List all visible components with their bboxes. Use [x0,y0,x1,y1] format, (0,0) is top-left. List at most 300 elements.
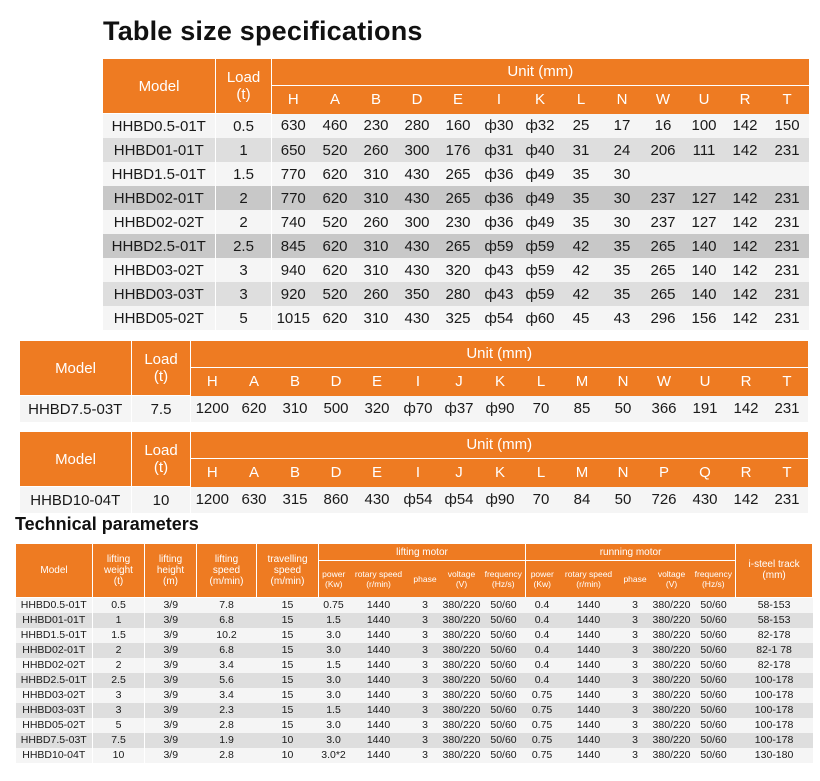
header-unit: Unit (mm) [272,59,809,86]
value-cell: 1.5 [216,162,272,186]
value-cell: 3.0 [319,688,349,703]
dimension-header: U [684,85,725,114]
value-cell: 650 [272,138,315,162]
value-cell: 142 [725,210,766,234]
table-row [16,673,813,688]
dimension-header: A [234,367,275,396]
dimension-header: W [643,85,684,114]
value-cell: 1440 [349,748,409,763]
value-cell: 430 [397,306,438,330]
dimension-header: E [357,367,398,396]
value-cell: 15 [257,597,319,613]
value-cell: 35 [561,162,602,186]
value-cell: 1200 [191,487,234,514]
value-cell: 380/220 [442,629,481,641]
value-cell: 206 [643,138,684,162]
model-cell: HHBD02-01T [16,643,93,658]
dimension-header: D [397,85,438,114]
table-row [103,162,809,186]
dimension-header: R [726,458,767,487]
value-cell: 50/60 [482,597,526,613]
value-cell: 6.8 [197,613,257,628]
value-cell: 1440 [559,673,619,688]
value-cell: 1440 [349,688,409,703]
value-cell: ф36 [479,186,520,210]
model-cell: HHBD02-01T [103,186,216,210]
value-cell: 1.5 [319,658,349,673]
header-lift-rotary: rotary speed (r/min) [349,561,409,598]
size-spec-table-2 [19,340,808,422]
dimension-header: B [356,85,397,114]
value-cell: 3 [409,643,442,658]
header-run-phase: phase [619,561,652,598]
value-cell: 50/60 [692,597,736,613]
model-cell: HHBD05-02T [16,718,93,733]
value-cell: ф49 [520,210,561,234]
table-row [103,282,809,306]
value-cell: 3 [93,688,145,703]
value-cell: 1440 [559,688,619,703]
value-cell: 3.0 [319,628,349,643]
value-cell: 237 [643,210,684,234]
value-cell: ф59 [520,234,561,258]
value-cell: 3 [409,597,442,613]
header-lift-frequency: frequency (Hz/s) [482,561,526,598]
value-cell: 3 [619,673,652,688]
header-lifting-height: lifting height (m) [145,544,197,598]
value-cell: 2 [216,210,272,234]
dimension-header: M [562,367,603,396]
value-cell: 1440 [349,718,409,733]
value-cell [725,162,766,186]
value-cell: 100-178 [736,703,813,718]
value-cell: 300 [397,138,438,162]
dimension-header: I [479,85,520,114]
header-run-power: power (Kw) [526,561,559,598]
header-lift-voltage: voltage (V) [442,561,482,598]
dimension-header: K [480,458,521,487]
value-cell: 10 [257,748,319,763]
value-cell: 0.75 [526,733,559,748]
model-cell: HHBD02-02T [103,210,216,234]
table-row [103,138,809,162]
model-cell: HHBD01-01T [16,613,93,628]
value-cell: 296 [643,306,684,330]
table-row [103,234,809,258]
value-cell: 1 [216,138,272,162]
header-unit: Unit (mm) [191,341,808,368]
value-cell: 30 [602,162,643,186]
value-cell: 50/60 [482,658,526,673]
size-spec-table-1 [102,58,809,330]
model-cell: HHBD10-04T [16,748,93,763]
value-cell: 50/60 [692,703,736,718]
table-row [16,597,813,613]
value-cell: 3/9 [145,718,197,733]
value-cell: 260 [356,138,397,162]
value-cell: ф60 [520,306,561,330]
value-cell: 5 [216,306,272,330]
value-cell: 0.5 [216,114,272,139]
value-cell: 142 [725,306,766,330]
value-cell: 380/220 [442,704,481,716]
value-cell: 127 [684,186,725,210]
value-cell: 237 [643,186,684,210]
value-cell: 10 [132,487,191,514]
header-run-voltage: voltage (V) [652,561,692,598]
dimension-header: R [726,367,767,396]
value-cell: 2 [93,658,145,673]
value-cell: 10 [93,748,145,763]
dimension-header: J [439,458,480,487]
value-cell: 130-180 [736,748,813,763]
value-cell: 310 [356,162,397,186]
value-cell: 1440 [559,703,619,718]
value-cell: 3 [619,658,652,673]
value-cell: 50/60 [692,733,736,748]
dimension-header: I [398,367,439,396]
value-cell: 15 [257,658,319,673]
value-cell: 500 [316,396,357,423]
value-cell: 1.5 [319,703,349,718]
dimension-header: N [602,85,643,114]
value-cell: 230 [438,210,479,234]
table-row [16,748,813,763]
value-cell: 3.0*2 [319,748,349,763]
value-cell: 7.5 [93,733,145,748]
value-cell: 50/60 [482,673,526,688]
value-cell: 380/220 [652,749,691,761]
value-cell: ф54 [439,487,480,514]
value-cell: 380/220 [442,734,481,746]
value-cell: 82-178 [736,658,813,673]
value-cell: 300 [397,210,438,234]
value-cell: 310 [275,396,316,423]
table-row [16,613,813,628]
value-cell: 7.8 [197,597,257,613]
value-cell: 265 [438,162,479,186]
dimension-header: U [685,367,726,396]
table-row [103,210,809,234]
value-cell: ф54 [398,487,439,514]
value-cell: 1440 [349,613,409,628]
value-cell: 3 [409,658,442,673]
value-cell: 630 [272,114,315,139]
value-cell: 231 [767,396,808,423]
value-cell: 35 [602,234,643,258]
value-cell: ф54 [479,306,520,330]
table-row [103,258,809,282]
value-cell: 160 [438,114,479,139]
value-cell: 1440 [559,748,619,763]
value-cell: 430 [685,487,726,514]
value-cell: 3 [619,688,652,703]
value-cell: 84 [562,487,603,514]
value-cell: ф90 [480,487,521,514]
table-row [16,643,813,658]
model-cell: HHBD02-02T [16,658,93,673]
value-cell: ф90 [480,396,521,423]
value-cell: 2.5 [216,234,272,258]
value-cell: 3.0 [319,718,349,733]
value-cell: 265 [438,234,479,258]
header-load: Load (t) [132,341,191,396]
value-cell: 0.4 [526,658,559,673]
value-cell: 1440 [559,733,619,748]
value-cell: 6.8 [197,643,257,658]
value-cell: 0.4 [526,673,559,688]
dimension-header: T [767,458,808,487]
value-cell: 770 [272,186,315,210]
table-row [20,487,808,514]
value-cell: 620 [234,396,275,423]
value-cell: 24 [602,138,643,162]
value-cell: 1 [93,613,145,628]
value-cell: 3/9 [145,733,197,748]
value-cell: 142 [725,138,766,162]
value-cell: 620 [315,186,356,210]
dimension-header: P [644,458,685,487]
value-cell: ф43 [479,258,520,282]
value-cell: 265 [643,258,684,282]
value-cell: 10.2 [197,628,257,643]
value-cell: 3/9 [145,597,197,613]
value-cell: 142 [725,186,766,210]
dimension-header: M [562,458,603,487]
value-cell: 1440 [349,673,409,688]
value-cell: 5.6 [197,673,257,688]
value-cell: 3 [409,628,442,643]
value-cell: 0.4 [526,643,559,658]
value-cell: 10 [257,733,319,748]
value-cell: 380/220 [652,734,691,746]
value-cell: ф49 [520,186,561,210]
value-cell: 50/60 [692,658,736,673]
model-cell: HHBD2.5-01T [103,234,216,258]
value-cell: 3 [93,703,145,718]
value-cell: 1440 [559,597,619,613]
dimension-header: D [316,367,357,396]
value-cell: 940 [272,258,315,282]
model-cell: HHBD7.5-03T [20,396,132,423]
dimension-header: T [766,85,809,114]
value-cell: 100-178 [736,688,813,703]
value-cell: 1200 [191,396,234,423]
value-cell: 430 [397,234,438,258]
model-cell: HHBD0.5-01T [16,597,93,613]
value-cell: 1.5 [93,628,145,643]
value-cell: 35 [561,186,602,210]
value-cell: 3 [409,703,442,718]
value-cell: 100-178 [736,733,813,748]
table-row [103,306,809,330]
value-cell: 156 [684,306,725,330]
value-cell: 142 [725,234,766,258]
dimension-header: D [316,458,357,487]
dimension-header: H [272,85,315,114]
value-cell: 3 [216,282,272,306]
value-cell: 380/220 [652,704,691,716]
value-cell: 16 [643,114,684,139]
value-cell: 82-1 78 [736,643,813,658]
value-cell: 3 [409,748,442,763]
header-i-steel-track: i-steel track (mm) [736,544,813,598]
value-cell: 50 [603,487,644,514]
header-load: Load (t) [216,59,272,114]
value-cell: 231 [766,282,809,306]
value-cell: 620 [315,258,356,282]
value-cell: 50/60 [482,703,526,718]
value-cell: 42 [561,282,602,306]
value-cell: 30 [602,186,643,210]
value-cell: 380/220 [652,598,691,611]
value-cell: 42 [561,234,602,258]
header-load: Load (t) [132,432,191,487]
header-travelling-speed: travelling speed (m/min) [257,544,319,598]
dimension-header: K [480,367,521,396]
value-cell: 2 [93,643,145,658]
value-cell: 15 [257,718,319,733]
value-cell: ф30 [479,114,520,139]
value-cell: 231 [766,234,809,258]
value-cell: 35 [561,210,602,234]
technical-parameters-table [15,543,813,763]
value-cell: 142 [726,487,767,514]
dimension-header: H [191,458,234,487]
value-cell: 50/60 [482,613,526,628]
value-cell: 0.4 [526,613,559,628]
header-model: Model [16,544,93,598]
value-cell: 845 [272,234,315,258]
header-lifting-weight: lifting weight (t) [93,544,145,598]
value-cell: 740 [272,210,315,234]
value-cell: 860 [316,487,357,514]
value-cell: 620 [315,162,356,186]
value-cell: 1015 [272,306,315,330]
dimension-header: T [767,367,808,396]
dimension-header: A [315,85,356,114]
dimension-header: Q [685,458,726,487]
value-cell: 1440 [559,718,619,733]
value-cell: 1440 [349,658,409,673]
value-cell: ф59 [520,282,561,306]
value-cell: 17 [602,114,643,139]
table-row [16,718,813,733]
value-cell: 50/60 [482,748,526,763]
value-cell: 366 [644,396,685,423]
value-cell: 380/220 [442,614,481,626]
value-cell: 320 [438,258,479,282]
value-cell: 310 [356,186,397,210]
value-cell: 3 [619,643,652,658]
value-cell: 1440 [559,643,619,658]
value-cell: ф40 [520,138,561,162]
value-cell: 3 [409,613,442,628]
value-cell: 310 [356,258,397,282]
value-cell: 430 [357,487,398,514]
dimension-header: N [603,458,644,487]
value-cell: 620 [315,306,356,330]
value-cell: ф59 [520,258,561,282]
value-cell: 520 [315,210,356,234]
table-row [103,114,809,139]
model-cell: HHBD10-04T [20,487,132,514]
value-cell: 191 [685,396,726,423]
value-cell: 45 [561,306,602,330]
model-cell: HHBD1.5-01T [103,162,216,186]
dimension-header: H [191,367,234,396]
dimension-header: K [520,85,561,114]
value-cell: 15 [257,628,319,643]
value-cell: 3/9 [145,703,197,718]
value-cell: 1440 [349,628,409,643]
value-cell: 380/220 [652,719,691,731]
value-cell: 325 [438,306,479,330]
value-cell: 315 [275,487,316,514]
value-cell: 3 [619,597,652,613]
model-cell: HHBD1.5-01T [16,628,93,643]
dimension-header: L [521,458,562,487]
value-cell: ф49 [520,162,561,186]
value-cell: ф31 [479,138,520,162]
value-cell: 380/220 [442,659,481,671]
value-cell: 430 [397,162,438,186]
value-cell: 100-178 [736,673,813,688]
header-model: Model [103,59,216,114]
value-cell: 1440 [559,658,619,673]
header-lift-power: power (Kw) [319,561,349,598]
value-cell: 280 [438,282,479,306]
value-cell: 3 [619,733,652,748]
value-cell: 3/9 [145,673,197,688]
page-title: Table size specifications [103,16,423,46]
value-cell: 3/9 [145,688,197,703]
value-cell: 770 [272,162,315,186]
value-cell: 620 [315,234,356,258]
value-cell: 50/60 [692,673,736,688]
value-cell: 100-178 [736,718,813,733]
value-cell: 280 [397,114,438,139]
value-cell: 1440 [349,643,409,658]
value-cell: 2 [216,186,272,210]
value-cell: 15 [257,643,319,658]
value-cell: 1.5 [319,613,349,628]
value-cell: 1440 [559,613,619,628]
model-cell: HHBD03-03T [103,282,216,306]
value-cell: 1440 [349,733,409,748]
value-cell: 380/220 [442,674,481,686]
value-cell: 15 [257,703,319,718]
section-title: Technical parameters [15,514,199,534]
value-cell: 380/220 [652,614,691,626]
model-cell: HHBD05-02T [103,306,216,330]
value-cell: 25 [561,114,602,139]
value-cell: 3.4 [197,658,257,673]
value-cell: 0.4 [526,628,559,643]
size-spec-table-3 [19,431,808,513]
value-cell: 43 [602,306,643,330]
model-cell: HHBD2.5-01T [16,673,93,688]
value-cell: 265 [643,234,684,258]
value-cell: 380/220 [652,689,691,701]
value-cell: 3 [409,688,442,703]
value-cell: 3 [619,613,652,628]
value-cell: 0.75 [526,703,559,718]
value-cell: 7.5 [132,396,191,423]
value-cell: 3/9 [145,613,197,628]
value-cell: 320 [357,396,398,423]
value-cell: 3/9 [145,628,197,643]
